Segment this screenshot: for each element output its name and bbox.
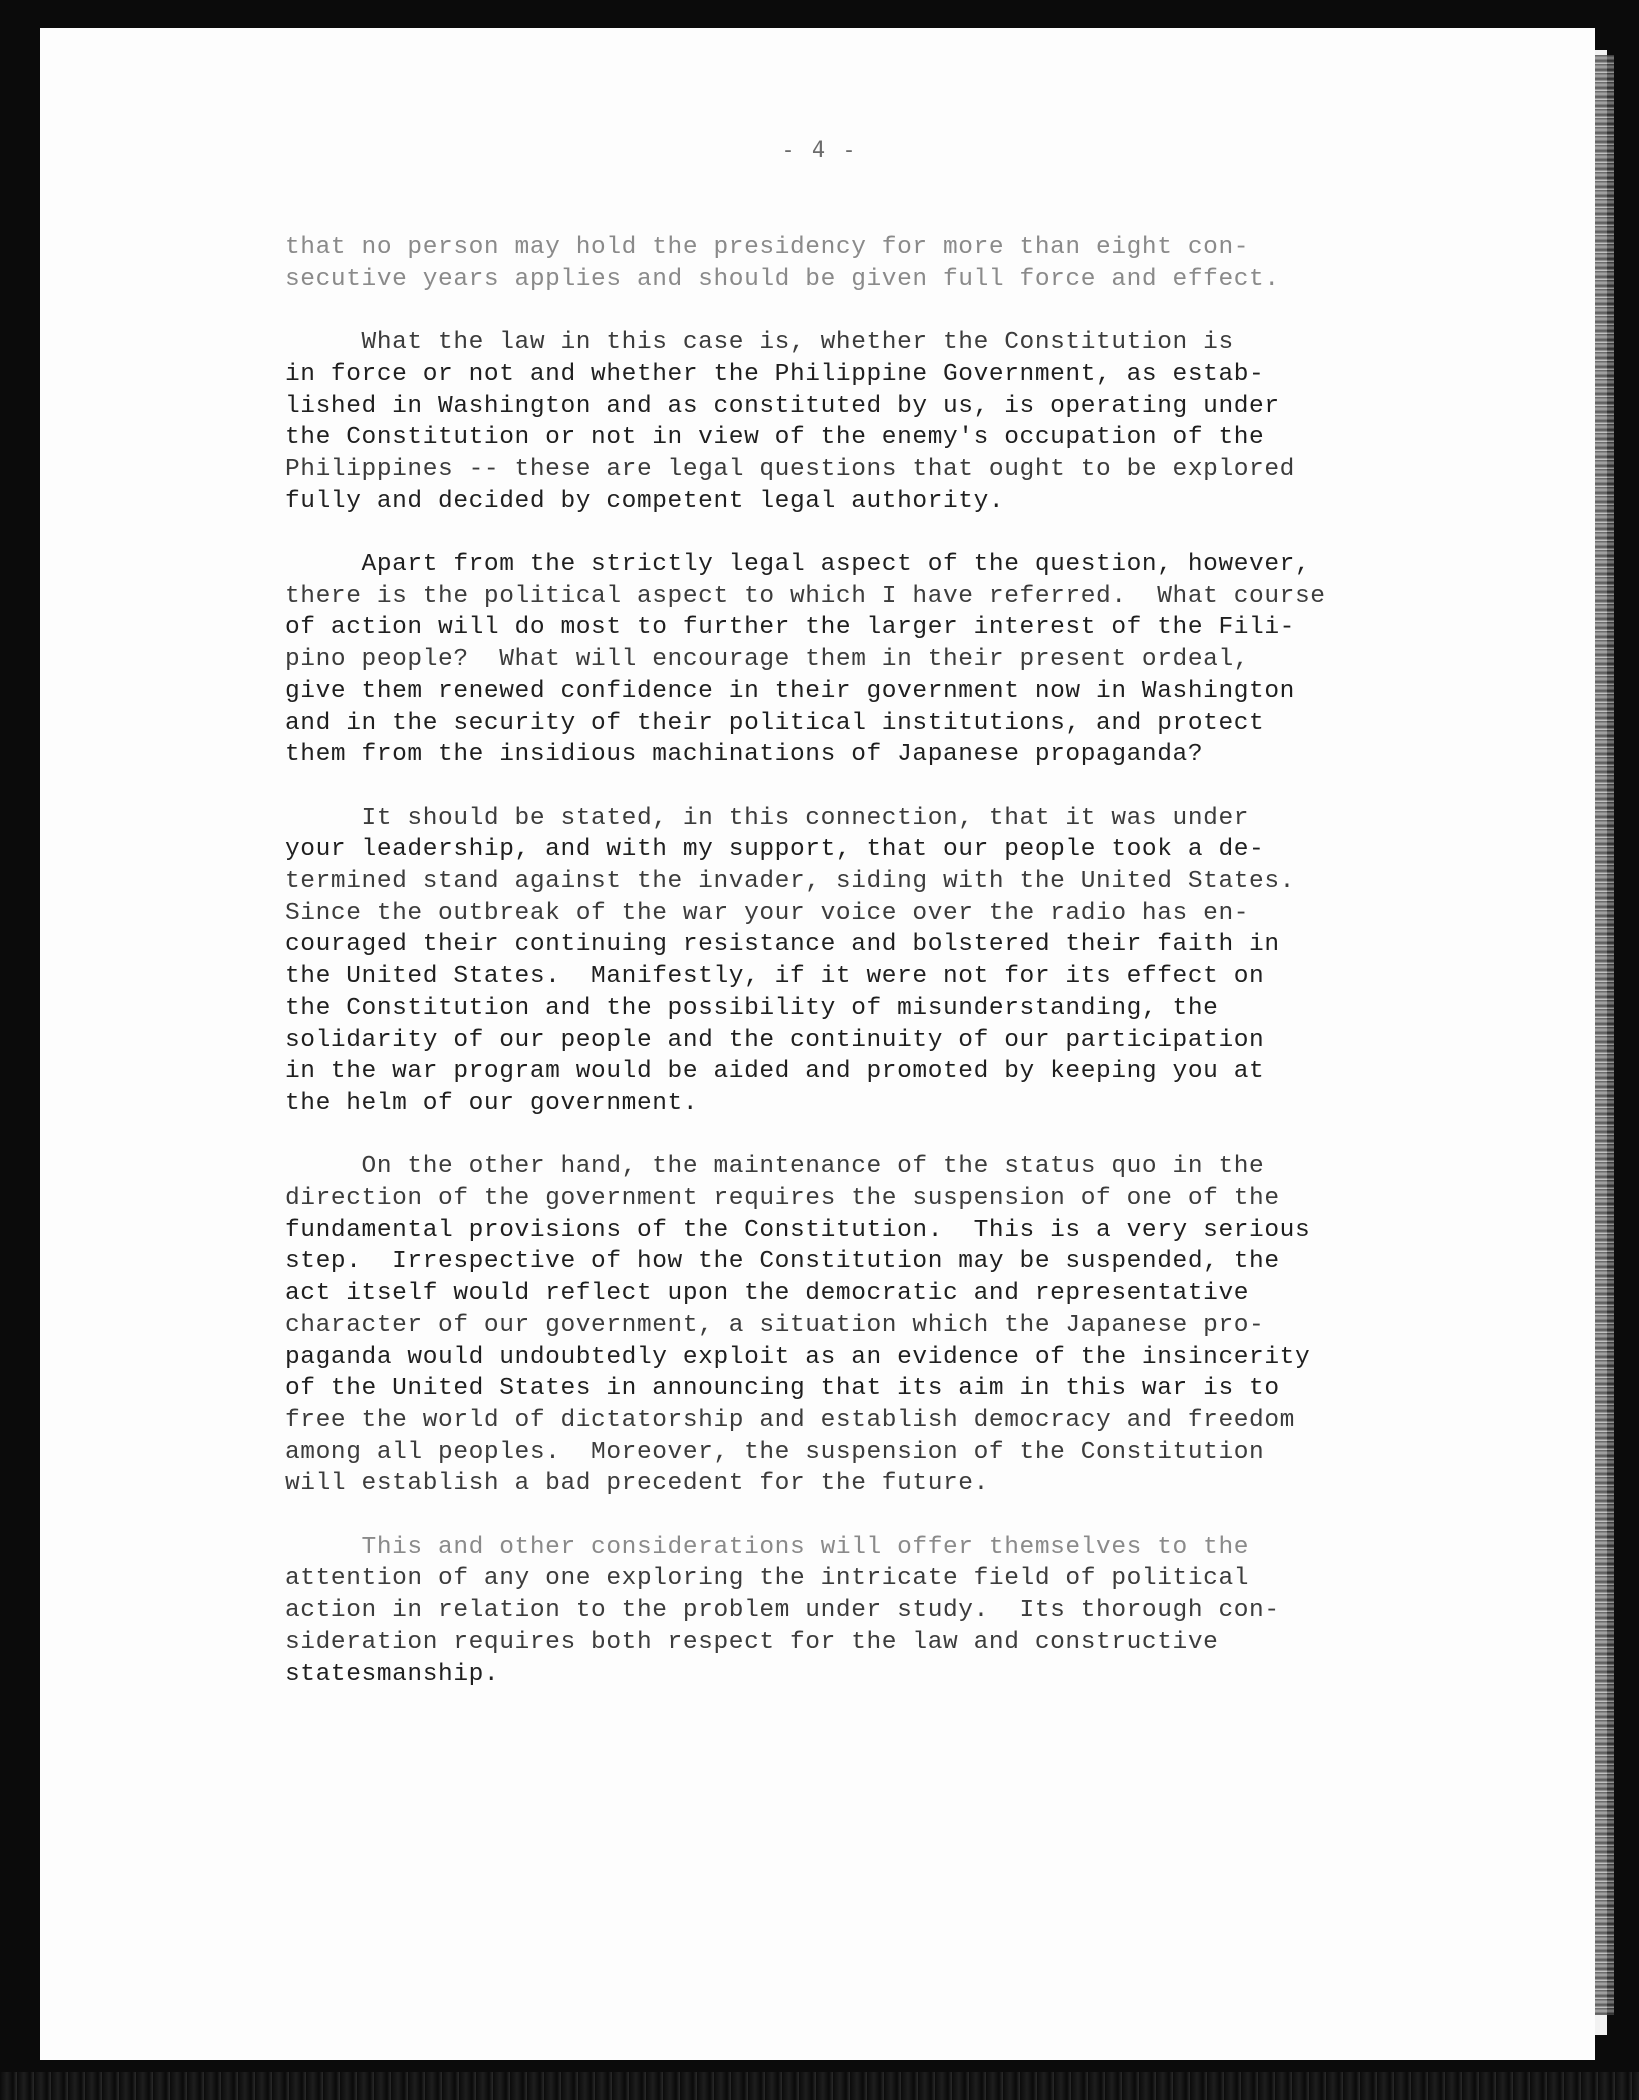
- text-line: the Constitution and the possibility of misunderstanding, the: [285, 994, 1219, 1022]
- text-line: the Constitution or not in view of the enemy's occupation of the: [285, 424, 1265, 452]
- paragraph-6: [285, 1532, 1405, 1691]
- text-line: act itself would reflect upon the democratic and representative: [285, 1280, 1250, 1308]
- text-line: in the war program would be aided and promoted by keeping you at: [285, 1058, 1265, 1086]
- paragraph-4: [285, 803, 1405, 1120]
- text-line: Apart from the strictly legal aspect of the question, however,: [285, 551, 1311, 578]
- text-line: termined stand against the invader, siding with the United States.: [285, 868, 1295, 896]
- text-line: and in the security of their political institutions, and protect: [285, 709, 1265, 737]
- paragraph-3: [285, 549, 1405, 771]
- text-line: pino people? What will encourage them in their present ordeal,: [285, 646, 1250, 674]
- paragraph-2: [285, 327, 1405, 517]
- text-line: among all peoples. Moreover, the suspension of the Constitution: [285, 1438, 1265, 1466]
- paragraph-1: [285, 232, 1405, 295]
- text-line: Since the outbreak of the war your voice over the radio has en-: [285, 899, 1250, 927]
- text-line: On the other hand, the maintenance of the status quo in the: [285, 1153, 1265, 1181]
- text-line: your leadership, and with my support, that our people took a de-: [285, 836, 1265, 864]
- text-line: the United States. Manifestly, if it were not for its effect on: [285, 963, 1265, 991]
- text-line: step. Irrespective of how the Constitution may be suspended, the: [285, 1248, 1280, 1276]
- scanner-bottom-edge: [0, 2072, 1639, 2100]
- paragraph-5: [285, 1151, 1405, 1500]
- text-line: attention of any one exploring the intricate field of political: [285, 1565, 1250, 1593]
- page-number: - 4 -: [781, 138, 858, 163]
- text-line: will establish a bad precedent for the future.: [285, 1470, 989, 1498]
- text-line: character of our government, a situation which the Japanese pro-: [285, 1311, 1265, 1339]
- text-line: solidarity of our people and the continuity of our participation: [285, 1026, 1265, 1054]
- document-body: [285, 232, 1405, 1722]
- text-line: of action will do most to further the larger interest of the Fili-: [285, 614, 1295, 642]
- text-line: that no person may hold the presidency for more than eight con-: [285, 234, 1250, 261]
- text-line: sideration requires both respect for the law and constructive: [285, 1628, 1219, 1656]
- text-line: lished in Washington and as constituted by us, is operating under: [285, 392, 1280, 420]
- text-line: give them renewed confidence in their government now in Washington: [285, 677, 1295, 705]
- text-line: fundamental provisions of the Constitution. This is a very serious: [285, 1216, 1311, 1244]
- text-line: the helm of our government.: [285, 1089, 699, 1117]
- text-line: It should be stated, in this connection, that it was under: [285, 804, 1250, 832]
- text-line: paganda would undoubtedly exploit as an evidence of the insincerity: [285, 1343, 1311, 1371]
- text-line: of the United States in announcing that its aim in this war is to: [285, 1375, 1280, 1403]
- text-line: This and other considerations will offer themselves to the: [285, 1533, 1250, 1561]
- text-line: direction of the government requires the suspension of one of the: [285, 1185, 1280, 1213]
- text-line: in force or not and whether the Philippine Government, as estab-: [285, 360, 1265, 388]
- text-line: couraged their continuing resistance and bolstered their faith in: [285, 931, 1280, 959]
- text-line: What the law in this case is, whether the Constitution is: [285, 329, 1234, 357]
- text-line: action in relation to the problem under study. Its thorough con-: [285, 1597, 1280, 1625]
- text-line: free the world of dictatorship and establish democracy and freedom: [285, 1406, 1295, 1434]
- text-line: secutive years applies and should be given full force and effect.: [285, 265, 1280, 293]
- text-line: them from the insidious machinations of Japanese propaganda?: [285, 741, 1204, 769]
- text-line: statesmanship.: [285, 1660, 500, 1688]
- text-line: there is the political aspect to which I have referred. What course: [285, 582, 1326, 610]
- text-line: Philippines -- these are legal questions that ought to be explored: [285, 455, 1295, 483]
- text-line: fully and decided by competent legal authority.: [285, 487, 1005, 515]
